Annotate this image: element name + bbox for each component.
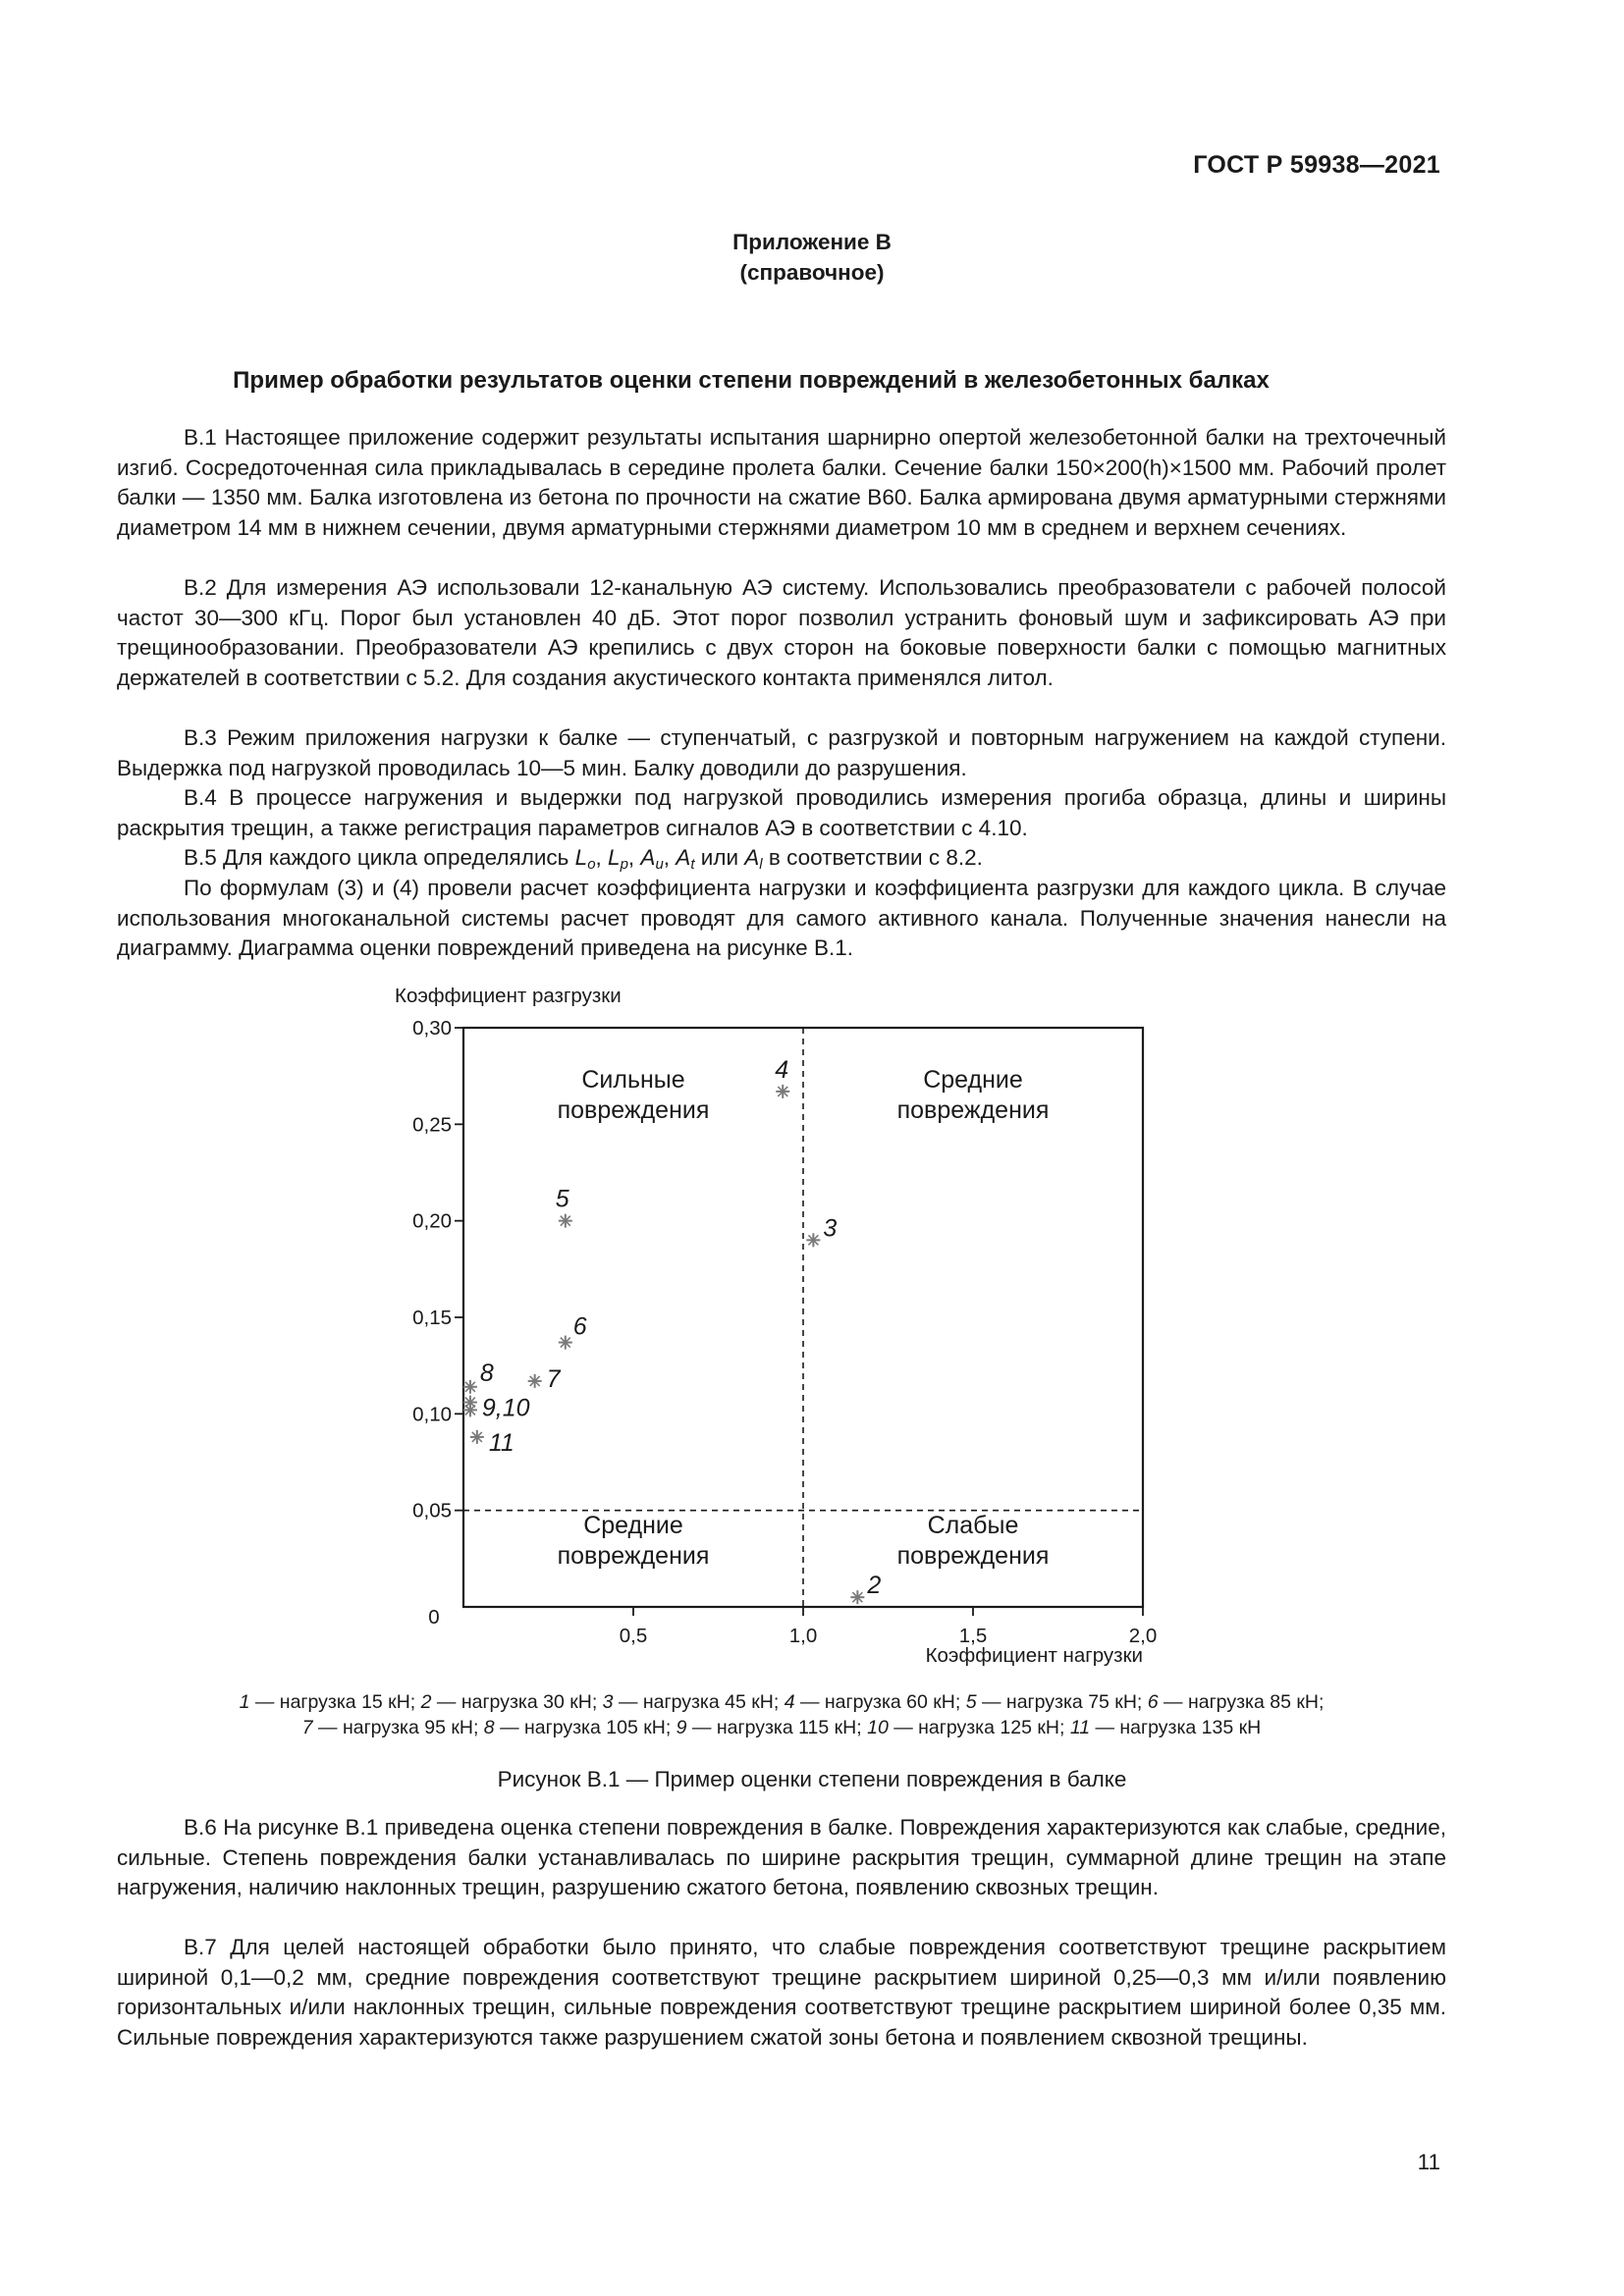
x-axis-label: Коэффициент нагрузки — [925, 1644, 1143, 1667]
paragraph-b7: В.7 Для целей настоящей обработки было принято, что слабые повреждения соответствуют трещине раскрытием шириной 0,1—0,2 мм, средние повреждения соответствуют трещине раскрытием шириной 0,25—0,3 мм и/или появлению горизонтальных и/или наклонных трещин, сильные повреждения соответствуют трещине раскрытием шириной более 0,35 мм. Сильные повреждения характеризуются также разрушением сжатой зоны бетона и появлением сквозной трещины. — [117, 1935, 1446, 2050]
legend-text: — нагрузка 30 кН; — [431, 1691, 603, 1713]
paragraph-b6: В.6 На рисунке В.1 приведена оценка степени повреждения в балке. Повреждения характеризуются как слабые, средние, сильные. Степень повреждения балки устанавливалась по ширине раскрытия трещин, суммарной длине трещин на этапе нагружения, наличию наклонных трещин, разрушению сжатого бетона, появлению сквозных трещин. — [117, 1815, 1446, 1899]
data-point — [528, 1365, 562, 1393]
y-tick-label: 0,05 — [412, 1499, 452, 1522]
x-tick-label: 2,0 — [1128, 1625, 1158, 1647]
paragraph-b3: В.3 Режим приложения нагрузки к балке — ступенчатый, с разгрузкой и повторным нагружением на каждой ступени. Выдержка под нагрузкой проводилась 10—5 мин. Балку доводили до разрушения. — [117, 725, 1446, 780]
region-label: повреждения — [557, 1542, 710, 1570]
paragraph-b5b: По формулам (3) и (4) провели расчет коэффициента нагрузки и коэффициента разгрузки для каждого цикла. В случае использования многоканальной системы расчет проводят для самого активного канала. Полученные значения нанесли на диаграмму. Диаграмма оценки повреждений приведена на рисунке В.1. — [117, 876, 1446, 960]
legend-number: 11 — [1069, 1717, 1091, 1738]
legend-number: 2 — [420, 1691, 432, 1713]
legend-text: — нагрузка 115 кН; — [686, 1717, 868, 1738]
y-tick-label: 0,25 — [412, 1113, 452, 1137]
section-title: Пример обработки результатов оценки степени повреждений в железобетонных балках — [233, 367, 1270, 394]
data-point-label: 11 — [488, 1428, 514, 1457]
paragraph-b5: В.5 Для каждого цикла определялись $L_o$, $L_p$, $A_u$, $A_t$ или $A_l$ в соответствии с 8.2. — [184, 845, 983, 873]
legend-number: 5 — [965, 1691, 977, 1713]
annex-type: (справочное) — [739, 260, 885, 285]
y-tick-label: 0,15 — [412, 1307, 452, 1329]
legend-text: — нагрузка 135 кН — [1090, 1717, 1262, 1738]
y-tick-label: 0,10 — [412, 1403, 452, 1426]
data-point-label: 9,10 — [481, 1394, 530, 1422]
data-point — [850, 1572, 881, 1604]
legend-text: — нагрузка 105 кН; — [494, 1717, 677, 1738]
origin-label: 0 — [428, 1606, 440, 1629]
legend-text: — нагрузка 95 кН; — [312, 1717, 484, 1738]
region-label: Средние — [923, 1066, 1023, 1094]
legend-number: 3 — [602, 1691, 614, 1713]
legend-number: 9 — [676, 1717, 687, 1738]
figure-legend-line-2 — [117, 1715, 1446, 1740]
data-point-label: 6 — [572, 1312, 587, 1341]
legend-text: — нагрузка 15 кН; — [249, 1691, 421, 1713]
data-point-label: 5 — [555, 1185, 569, 1213]
data-point-label: 2 — [867, 1572, 882, 1600]
figure-legend-line-1 — [117, 1689, 1446, 1715]
region-label: повреждения — [896, 1542, 1050, 1570]
region-label: повреждения — [896, 1096, 1050, 1124]
legend-number: 7 — [301, 1717, 313, 1738]
data-point-label: 4 — [775, 1055, 789, 1084]
paragraph-b4: В.4 В процессе нагружения и выдержки под нагрузкой проводились измерения прогиба образца, длины и ширины раскрытия трещин, а также регистрация параметров сигналов АЭ в соответствии с 4.10. — [117, 785, 1446, 840]
standard-header: ГОСТ Р 59938—2021 — [1193, 151, 1440, 179]
data-point-label: 7 — [546, 1364, 561, 1393]
paragraph-b2: В.2 Для измерения АЭ использовали 12-канальную АЭ систему. Использовались преобразователи с рабочей полосой частот 30—300 кГц. Порог был установлен 40 дБ. Этот порог позволил устранить фоновый шум и зафиксировать АЭ при трещинообразовании. Преобразователи АЭ крепились с двух сторон на боковые поверхности балки с помощью магнитных держателей в соответствии с 5.2. Для создания акустического контакта применялся литол. — [117, 575, 1446, 690]
legend-text: — нагрузка 60 кН; — [794, 1691, 966, 1713]
page-number: 11 — [1417, 2150, 1440, 2174]
legend-text: — нагрузка 125 кН; — [888, 1717, 1070, 1738]
legend-text: — нагрузка 75 кН; — [976, 1691, 1148, 1713]
legend-number: 8 — [483, 1717, 495, 1738]
data-point — [470, 1429, 514, 1457]
data-point-label: 8 — [479, 1359, 494, 1387]
legend-number: 6 — [1147, 1691, 1159, 1713]
legend-number: 4 — [784, 1691, 795, 1713]
data-point — [775, 1056, 789, 1098]
legend-text: — нагрузка 85 кН; — [1158, 1691, 1325, 1713]
data-point — [559, 1313, 587, 1350]
data-point — [806, 1214, 837, 1247]
data-point — [463, 1360, 494, 1394]
legend-number: 1 — [239, 1691, 250, 1713]
region-label: Средние — [583, 1512, 683, 1539]
region-label: Слабые — [927, 1512, 1019, 1539]
y-tick-label: 0,20 — [412, 1209, 452, 1233]
damage-assessment-chart — [373, 972, 1188, 1679]
data-point — [556, 1186, 572, 1228]
legend-text: — нагрузка 45 кН; — [613, 1691, 785, 1713]
y-axis-label: Коэффициент разгрузки — [395, 985, 622, 1007]
x-tick-label: 1,5 — [958, 1625, 988, 1647]
x-tick-label: 0,5 — [619, 1625, 648, 1647]
figure-caption: Рисунок В.1 — Пример оценки степени повреждения в балке — [497, 1767, 1127, 1791]
legend-number: 10 — [867, 1717, 889, 1738]
annex-title: Приложение В — [732, 230, 892, 254]
data-point-label: 3 — [823, 1214, 838, 1243]
region-label: повреждения — [557, 1096, 710, 1124]
x-tick-label: 1,0 — [788, 1625, 818, 1647]
y-tick-label: 0,30 — [412, 1017, 452, 1040]
paragraph-b1: В.1 Настоящее приложение содержит результаты испытания шарнирно опертой железобетонной балки на трехточечный изгиб. Сосредоточенная сила прикладывалась в середине пролета балки. Сечение балки 150×200(h)×1500 мм. Рабочий пролет балки — 1350 мм. Балка изготовлена из бетона по прочности на сжатие В60. Балка армирована двумя арматурными стержнями диаметром 14 мм в нижнем сечении, двумя арматурными стержнями диаметром 10 мм в среднем и верхнем сечениях. — [117, 425, 1446, 540]
region-label: Сильные — [581, 1066, 685, 1094]
